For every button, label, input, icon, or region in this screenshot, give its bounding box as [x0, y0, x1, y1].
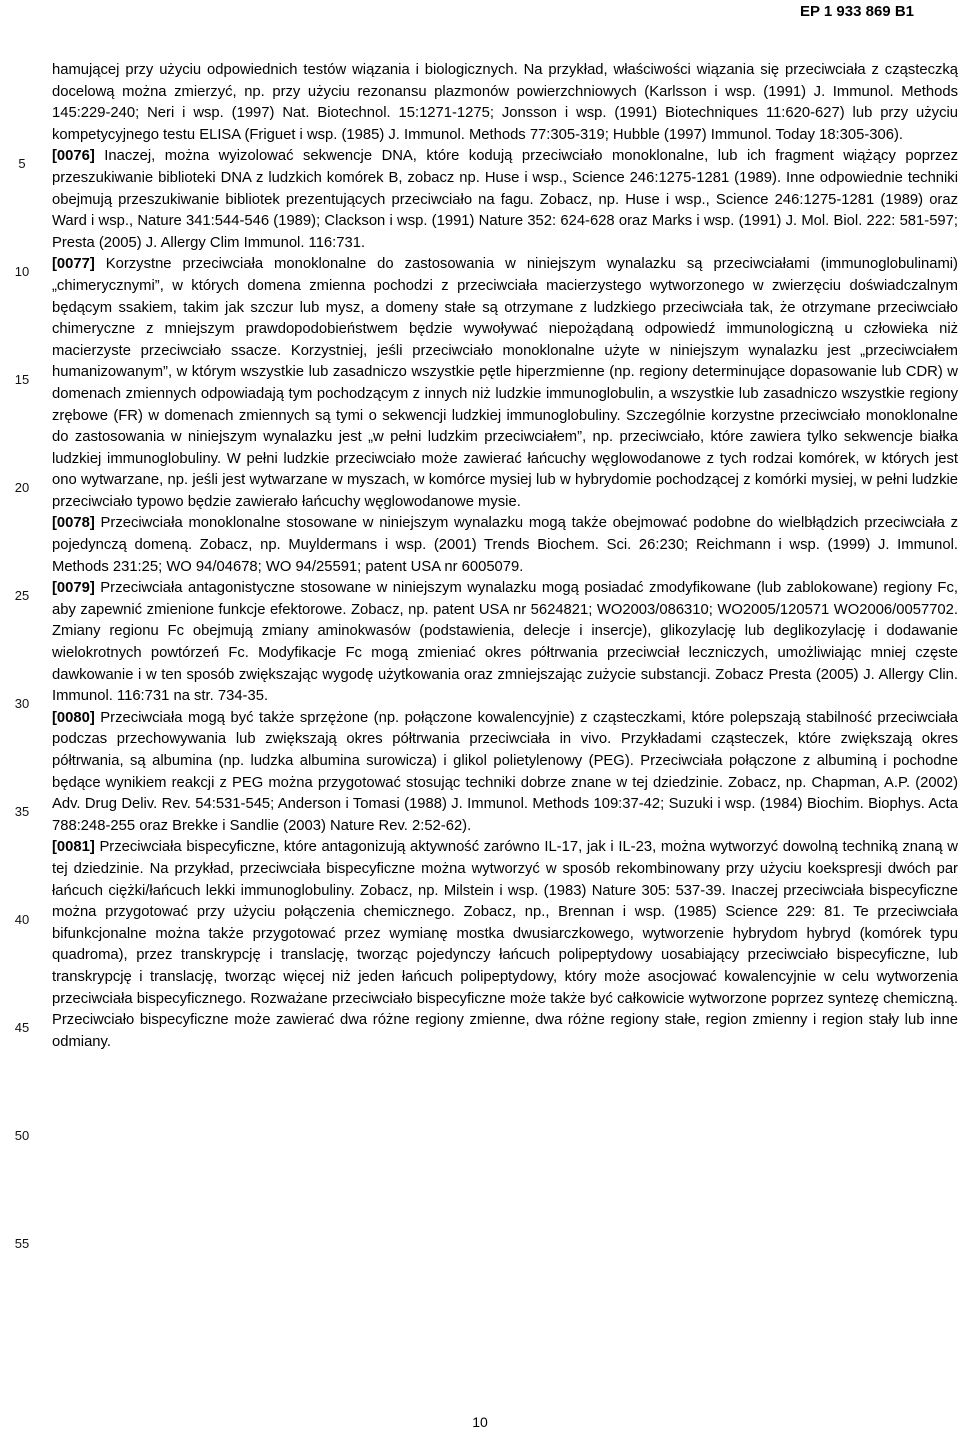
- line-number: 40: [14, 912, 30, 927]
- line-number: 25: [14, 588, 30, 603]
- paragraph-number: [0078]: [52, 515, 95, 532]
- paragraph-text: Korzystne przeciwciała monoklonalne do zastosowania w niniejszym wynalazku są przeciwciałami (immunoglobulinami) „chimerycznymi”, w których domena zmienna pochodzi z przeciwciała macierzystego wytworzonego w zwierzęciu doświadczalnym będącym ssakiem, takim jak szczur lub mysz, a domeny stałe są otrzymane z ludzkiego przeciwciała tak, że otrzymane przeciwciało chimeryczne z mniejszym prawdopodobieństwem będzie wywoływać niepożądaną odpowiedź immunologiczną u człowieka niż macierzyste przeciwciało ssacze. Korzystniej, jeśli przeciwciało monoklonalne użyte w niniejszym wynalazku jest „przeciwciałem humanizowanym”, w którym wszystkie lub zasadniczo wszystkie pętle hiperzmienne (np. regiony determinujące dopasowanie lub CDR) w domenach zmiennych odpowiadają tym pochodzącym z innych niż ludzkie immunoglobulin, a wszystkie lub zasadniczo wszystkie regiony zrębowe (FR) w domenach zmiennych są tymi o sekwencji ludzkiej immunoglobuliny. Szczególnie korzystne przeciwciało monoklonalne do zastosowania w niniejszym wynalazku jest „w pełni ludzkim przeciwciałem”, np. przeciwciało, które zawiera tylko sekwencje białka ludzkiej immunoglobuliny. W pełni ludzkie przeciwciało może zawierać łańcuchy węglowodanowe z tych rodzai komórek, w których jest ono wytwarzane, np. jeśli jest wytwarzane w myszach, w komórce mysiej lub w hybrydomie pochodzącej z komórki mysiej, w pełni ludzkie przeciwciało typowo będzie zawierało łańcuchy węglowodanowe mysie.: [52, 256, 958, 510]
- paragraph-0077: [52, 254, 958, 513]
- paragraph-text: Przeciwciała bispecyficzne, które antagonizują aktywność zarówno IL-17, jak i IL-23, można wytworzyć dowolną techniką znaną w tej dziedzinie. Na przykład, przeciwciała bispecyficzne można wytworzyć w sposób rekombinowany przy użyciu koekspresji dwóch par łańcuch ciężki/łańcuch lekki immunoglobuliny. Zobacz, np. Milstein i wsp. (1983) Nature 305: 537-39. Inaczej przeciwciała bispecyficzne można przygotować przy użyciu połączenia chemicznego. Zobacz, np., Brennan i wsp. (1985) Science 229: 81. Te przeciwciała bifunkcjonalne można także przygotować przez wymianę mostka dwusiarczkowego, wytworzenie hybrydom hybryd (komórek typu quadroma), przez transkrypcję i translację, tworząc pojedynczy łańcuch polipeptydowy uosabiający przeciwciało bispecyficzne, lub transkrypcję i translację, tworząc więcej niż jeden łańcuch polipeptydowy, który może asocjować kowalencyjnie w celu wytworzenia przeciwciała bispecyficznego. Rozważane przeciwciało bispecyficzne może także być całkowicie wytworzone poprzez syntezę chemiczną. Przeciwciało bispecyficzne może zawierać dwa różne regiony zmienne, dwa różne regiony stałe, region zmienny i region stały lub inne odmiany.: [52, 839, 958, 1050]
- document-body: [52, 60, 958, 1053]
- paragraph-text: Inaczej, można wyizolować sekwencje DNA, które kodują przeciwciało monoklonalne, lub ich fragment wiążący poprzez przeszukiwanie biblioteki DNA z ludzkich komórek B, zobacz np. Huse i wsp., Science 246:1275-1281 (1989). Inne odpowiednie techniki obejmują przeszukiwanie bibliotek prezentujących przeciwciało na fagu. Zobacz, np. Huse i wsp., Science 246:1275-1281 (1989) oraz Ward i wsp., Nature 341:544-546 (1989); Clackson i wsp. (1991) Nature 352: 624-628 oraz Marks i wsp. (1991) J. Mol. Biol. 222: 581-597; Presta (2005) J. Allergy Clim Immunol. 116:731.: [52, 148, 958, 251]
- paragraph-number: [0076]: [52, 148, 95, 165]
- line-number: 35: [14, 804, 30, 819]
- page-number: 10: [472, 1414, 488, 1430]
- line-number: 55: [14, 1236, 30, 1251]
- line-number: 50: [14, 1128, 30, 1143]
- paragraph-number: [0081]: [52, 839, 95, 856]
- paragraph-0076: [52, 146, 958, 254]
- line-number: 15: [14, 372, 30, 387]
- paragraph-number: [0079]: [52, 580, 95, 597]
- paragraph-number: [0077]: [52, 256, 95, 273]
- line-number: 5: [18, 156, 26, 171]
- line-number: 45: [14, 1020, 30, 1035]
- paragraph-text: Przeciwciała monoklonalne stosowane w niniejszym wynalazku mogą także obejmować podobne do wielbłądzich przeciwciała z pojedynczą domeną. Zobacz, np. Muyldermans i wsp. (2001) Trends Biochem. Sci. 26:230; Reichmann i wsp. (1999) J. Immunol. Methods 231:25; WO 94/04678; WO 94/25591; patent USA nr 6005079.: [52, 515, 958, 575]
- paragraph-text: Przeciwciała antagonistyczne stosowane w niniejszym wynalazku mogą posiadać zmodyfikowane (lub zablokowane) regiony Fc, aby zapewnić zmienione funkcje efektorowe. Zobacz, np. patent USA nr 5624821; WO2003/086310; WO2005/120571 WO2006/0057702. Zmiany regionu Fc obejmują zmiany aminokwasów (podstawienia, delecje i insercje), glikozylację lub deglikozylację i dodawanie wielokrotnych powtórzeń Fc. Modyfikacje Fc mogą zmieniać okres półtrwania przeciwciał leczniczych, umożliwiając mniej częste dawkowanie i w ten sposób zwiększając wygodę użytkowania oraz zmniejszając zużycie substancji. Zobacz Presta (2005) J. Allergy Clin. Immunol. 116:731 na str. 734-35.: [52, 580, 958, 705]
- paragraph-0081: [52, 837, 958, 1053]
- paragraph-text: hamującej przy użyciu odpowiednich testów wiązania i biologicznych. Na przykład, właściwości wiązania się przeciwciała z cząsteczką docelową można zmierzyć, np. przy użyciu rezonansu plazmonów powierzchniowych (Karlsson i wsp. (1991) J. Immunol. Methods 145:229-240; Neri i wsp. (1997) Nat. Biotechnol. 15:1271-1275; Jonsson i wsp. (1991) Biotechniques 11:620-627) lub przy użyciu kompetycyjnego testu ELISA (Friguet i wsp. (1985) J. Immunol. Methods 77:305-319; Hubble (1997) Immunol. Today 18:305-306).: [52, 62, 958, 143]
- paragraph-number: [0080]: [52, 709, 95, 726]
- line-number: 30: [14, 696, 30, 711]
- patent-number-header: EP 1 933 869 B1: [800, 3, 914, 20]
- paragraph: [52, 60, 958, 146]
- line-number: 20: [14, 480, 30, 495]
- paragraph-0080: [52, 708, 958, 838]
- paragraph-text: Przeciwciała mogą być także sprzężone (np. połączone kowalencyjnie) z cząsteczkami, które polepszają stabilność przeciwciała podczas przechowywania lub zwiększają okres półtrwania przeciwciała in vivo. Przykładami cząsteczek, które zwiększają okres półtrwania, są albumina (np. ludzka albumina surowicza) i glikol polietylenowy (PEG). Przeciwciała połączone z albuminą i pochodne będące wynikiem reakcji z PEG można przygotować stosując techniki dobrze znane w tej dziedzinie. Zobacz, np. Chapman, A.P. (2002) Adv. Drug Deliv. Rev. 54:531-545; Anderson i Tomasi (1988) J. Immunol. Methods 109:37-42; Suzuki i wsp. (1984) Biochim. Biophys. Acta 788:248-255 oraz Brekke i Sandlie (2003) Nature Rev. 2:52-62).: [52, 709, 958, 834]
- line-number: 10: [14, 264, 30, 279]
- paragraph-0078: [52, 513, 958, 578]
- paragraph-0079: [52, 578, 958, 708]
